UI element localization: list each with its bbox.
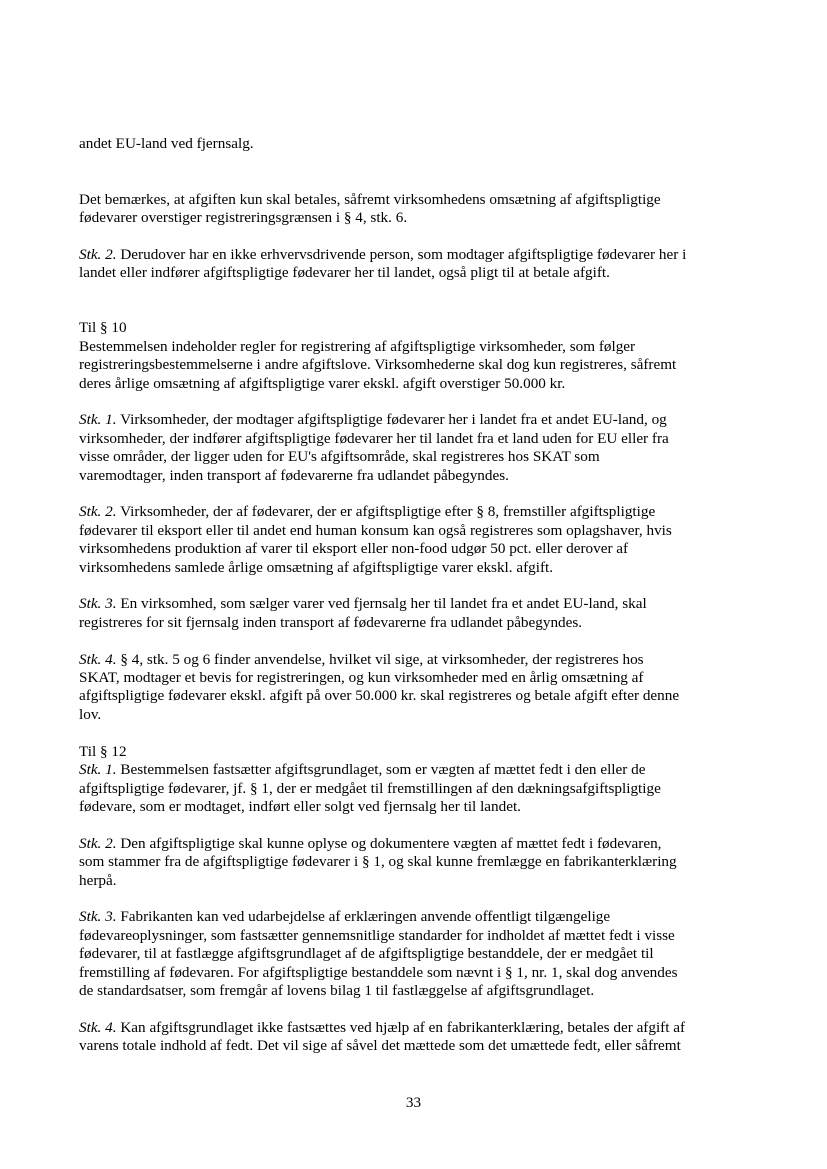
- paragraph-text: Fabrikanten kan ved udarbejdelse af erklæringen anvende offentligt tilgængelige fødevareoplysninger, som fastsætter gennemsnitlige standarder for indholdet af mættet fedt i visse fødevarer, til at fastlægge afgiftsgrundlaget af de afgiftspligtige bestanddele, der er medgået til fremstilling af fødevaren. For afgiftspligtige bestanddele som nævnt i § 1, nr. 1, skal dog anvendes de standardsatser, som fremgår af lovens bilag 1 til fastlæggelse af afgiftsgrundlaget.: [79, 908, 678, 999]
- stk-label: Stk. 2.: [79, 245, 117, 263]
- stk-label: Stk. 1.: [79, 411, 117, 429]
- paragraph-text: Til § 10 Bestemmelsen indeholder regler for registrering af afgiftspligtige virksomheder, som følger registreringsbestemmelserne i andre afgiftslove. Virksomhederne skal dog kun registreres, såfremt deres årlige omsætning af afgiftspligtige varer ekskl. afgift overstiger 50.000 kr.: [79, 319, 677, 392]
- paragraph: [79, 743, 751, 817]
- stk-label: Stk. 2.: [79, 834, 117, 852]
- paragraph: [79, 908, 751, 1000]
- paragraph: [79, 1019, 751, 1056]
- paragraph-text: andet EU-land ved fjernsalg.: [79, 135, 254, 153]
- stk-label: Stk. 4.: [79, 650, 117, 668]
- section-heading: Til § 12: [79, 742, 127, 760]
- paragraph: [79, 595, 751, 632]
- paragraph: [79, 246, 751, 283]
- paragraph-text: Virksomheder, der modtager afgiftspligtige fødevarer her i landet fra et andet EU-land, og virksomheder, der indfører afgiftspligtige fødevarer her til landet fra et land uden for EU eller fra visse områder, der ligger uden for EU's afgiftsområde, skal registreres hos SKAT som varemodtager, inden transport af fødevarerne fra udlandet påbegyndes.: [79, 411, 669, 484]
- paragraph-text: Det bemærkes, at afgiften kun skal betales, såfremt virksomhedens omsætning af afgiftspligtige fødevarer overstiger registreringsgrænsen i § 4, stk. 6.: [79, 190, 661, 227]
- paragraph-text: Kan afgiftsgrundlaget ikke fastsættes ved hjælp af en fabrikanterklæring, betales der afgift af varens totale indhold af fedt. Det vil sige af såvel det mættede som det umættede fedt, eller såfremt: [79, 1018, 686, 1055]
- stk-label: Stk. 3.: [79, 908, 117, 926]
- stk-label: Stk. 2.: [79, 503, 117, 521]
- paragraph: [79, 172, 751, 227]
- document-body: [79, 117, 751, 1074]
- paragraph: [79, 503, 751, 577]
- paragraph: [79, 301, 751, 393]
- paragraph-text: Virksomheder, der af fødevarer, der er afgiftspligtige efter § 8, fremstiller afgiftspligtige fødevarer til eksport eller til andet end human konsum kan også registreres som oplagshaver, hvis virksomhedens produktion af varer til eksport eller non-food udgør 50 pct. eller derover af virksomhedens samlede årlige omsætning af afgiftspligtige varer ekskl. afgift.: [79, 503, 672, 576]
- stk-label: Stk. 3.: [79, 595, 117, 613]
- stk-label: Stk. 1.: [79, 761, 117, 779]
- paragraph-text: Derudover har en ikke erhvervsdrivende person, som modtager afgiftspligtige fødevarer her i landet eller indfører afgiftspligtige fødevarer her til landet, også pligt til at betale afgift.: [79, 245, 687, 282]
- paragraph-text: Bestemmelsen fastsætter afgiftsgrundlaget, som er vægten af mættet fedt i den eller de afgiftspligtige fødevarer, jf. § 1, der er medgået til fremstillingen af den dækningsafgiftspligtige fødevare, som er modtaget, indført eller solgt ved fjernsalg her til landet.: [79, 761, 661, 815]
- paragraph-text: Den afgiftspligtige skal kunne oplyse og dokumentere vægten af mættet fedt i fødevaren, som stammer fra de afgiftspligtige fødevarer i § 1, og skal kunne fremlægge en fabrikanterklæring herpå.: [79, 834, 677, 889]
- paragraph: [79, 835, 751, 890]
- paragraph-text: En virksomhed, som sælger varer ved fjernsalg her til landet fra et andet EU-land, skal registreres for sit fjernsalg inden transport af fødevarerne fra udlandet påbegyndes.: [79, 595, 647, 631]
- paragraph: [79, 117, 751, 154]
- stk-label: Stk. 4.: [79, 1018, 117, 1036]
- paragraph-text: § 4, stk. 5 og 6 finder anvendelse, hvilket vil sige, at virksomheder, der registreres hos SKAT, modtager et bevis for registreringen, og kun virksomheder med en årlig omsætning af afgiftspligtige fødevarer ekskl. afgift på over 50.000 kr. skal registreres og betale afgift efter denne lov.: [79, 650, 680, 723]
- paragraph: [79, 411, 751, 485]
- page-number: 33: [405, 1094, 422, 1111]
- paragraph: [79, 651, 751, 725]
